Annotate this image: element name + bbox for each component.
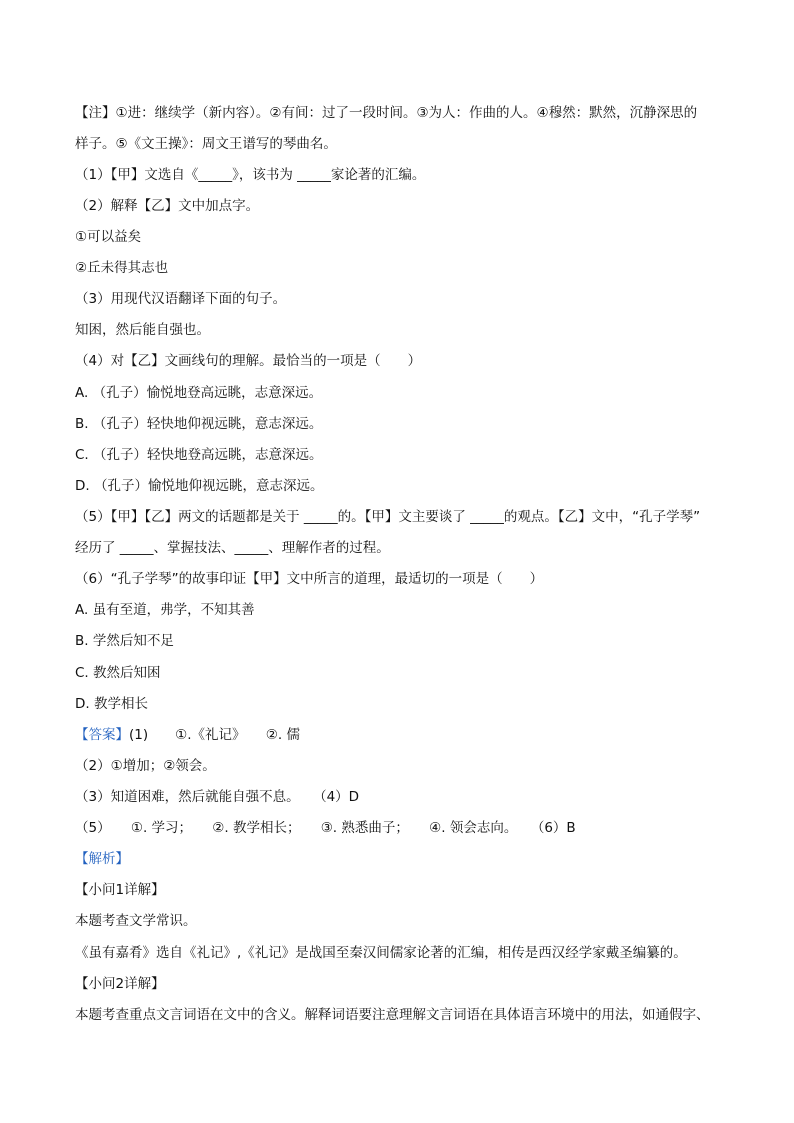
analysis-sub2-title: 【小问2详解】 (75, 976, 165, 992)
answer-line-3: （3）知道困难，然后就能自强不息。 （4）D (75, 789, 360, 805)
note-line-2: 样子。⑤《文王操》：周文王谱写的琴曲名。 (75, 136, 337, 152)
question-6-option-c: C. 教然后知困 (75, 665, 161, 681)
question-6: （6）“孔子学琴”的故事印证【甲】文中所言的道理，最适切的一项是（ ） (75, 571, 544, 587)
analysis-sub1-line-1: 本题考查文学常识。 (75, 913, 197, 929)
answer-label: 【答案】 (75, 727, 129, 743)
question-6-option-d: D. 教学相长 (75, 696, 148, 712)
analysis-sub1-title: 【小问1详解】 (75, 882, 165, 898)
answer-line-1 (75, 726, 725, 744)
question-3: （3）用现代汉语翻译下面的句子。 (75, 291, 287, 307)
answer-line-2: （2）①增加；②领会。 (75, 758, 216, 774)
question-6-option-a: A. 虽有至道，弗学，不知其善 (75, 602, 255, 618)
question-2: （2）解释【乙】文中加点字。 (75, 198, 260, 214)
question-6-option-b: B. 学然后知不足 (75, 633, 174, 649)
question-3-sentence: 知困，然后能自强也。 (75, 322, 210, 338)
answer-line-4: （5） ①. 学习； ②. 教学相长； ③. 熟悉曲子； ④. 领会志向。 （6）B (75, 820, 576, 836)
question-4-option-a: A. （孔子）愉悦地登高远眺，志意深远。 (75, 385, 323, 401)
question-2-item-b: ②丘未得其志也 (75, 260, 169, 276)
question-4-option-d: D. （孔子）愉悦地仰视远眺，意志深远。 (75, 478, 324, 494)
answer-text-1: (1) ①.《礼记》 ②. 儒 (129, 727, 300, 743)
analysis-sub1-line-2: 《虽有嘉肴》选自《礼记》,《礼记》是战国至秦汉间儒家论著的汇编，相传是西汉经学家戴圣编纂的。 (75, 945, 687, 961)
question-4-option-c: C. （孔子）轻快地登高远眺，志意深远。 (75, 447, 323, 463)
question-5-line-2: 经历了 _____、掌握技法、_____、理解作者的过程。 (75, 540, 390, 556)
analysis-sub2-line-1: 本题考查重点文言词语在文中的含义。解释词语要注意理解文言词语在具体语言环境中的用法，如通假字、 (75, 1007, 710, 1023)
question-1: （1）【甲】文选自《_____》，该书为 _____家论著的汇编。 (75, 167, 426, 183)
question-2-item-a: ①可以益矣 (75, 229, 142, 245)
note-line-1: 【注】①进：继续学（新内容）。②有间：过了一段时间。③为人：作曲的人。④穆然：默然，沉静深思的 (75, 105, 698, 121)
question-4-option-b: B. （孔子）轻快地仰视远眺，意志深远。 (75, 416, 323, 432)
analysis-label: 【解析】 (75, 851, 129, 867)
question-4: （4）对【乙】文画线句的理解。最恰当的一项是（ ） (75, 353, 422, 369)
question-5-line-1: （5）【甲】【乙】两文的话题都是关于 _____的。【甲】文主要谈了 _____的观点。【乙】文中，“孔子学琴” (75, 509, 701, 525)
